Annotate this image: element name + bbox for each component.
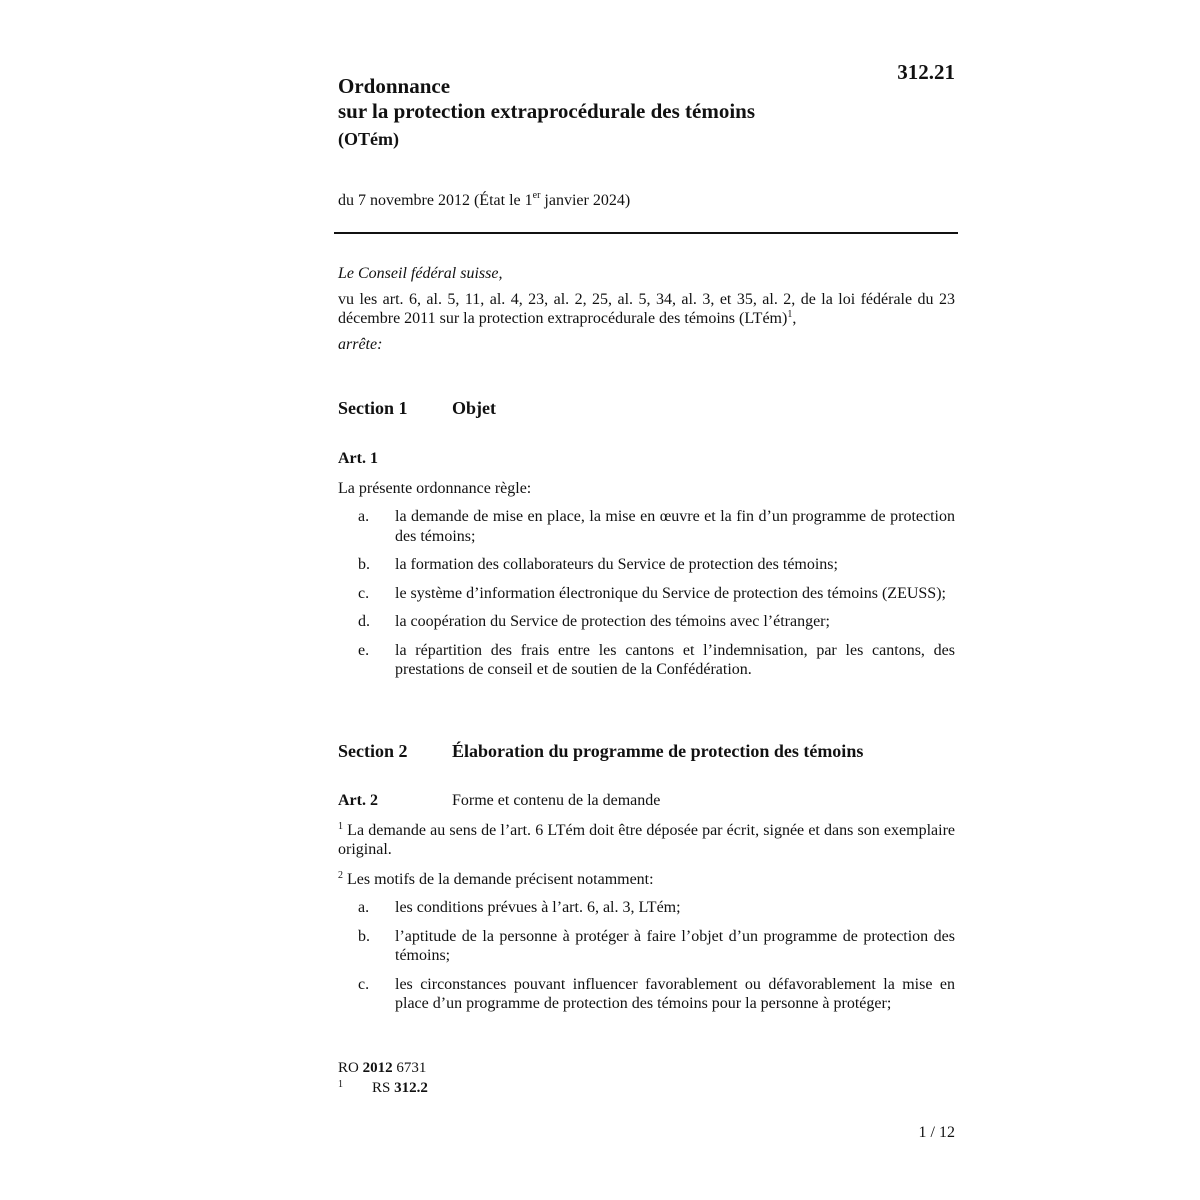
art-2-paragraph-1-text: La demande au sens de l’art. 6 LTém doit être déposée par écrit, signée et dans son exemplaire original. — [338, 822, 955, 858]
footnote-1-number: 1 — [338, 1079, 343, 1090]
section-2-title: Élaboration du programme de protection des témoins — [452, 741, 864, 761]
section-2-number: Section 2 — [338, 741, 408, 761]
ro-page: 6731 — [392, 1060, 427, 1076]
art-1-list-item-letter: b. — [358, 556, 370, 573]
ro-year: 2012 — [362, 1060, 393, 1076]
preamble-basis-end: , — [792, 310, 797, 327]
art-1-list-item — [338, 555, 955, 575]
art-2-number: Art. 2 — [338, 792, 378, 809]
date-superscript: er — [532, 190, 541, 201]
section-1-title: Objet — [452, 398, 496, 418]
art-1-list-item-text: la demande de mise en place, la mise en œuvre et la fin d’un programme de protection des témoins; — [395, 508, 955, 545]
art-2-title: Forme et contenu de la demande — [452, 792, 661, 809]
preamble-basis-text: vu les art. 6, al. 5, 11, al. 4, 23, al. 2, 25, al. 5, 34, al. 3, et 35, al. 2, de la loi fédérale du 23 décembre 2011 sur la protection extraprocédurale des témoins (LTém) — [338, 291, 955, 327]
art-2-list-item-text: les circonstances pouvant influencer favorablement ou défavorablement la mise en place d’un programme de protection des témoins pour la personne à protéger; — [395, 975, 955, 1012]
preamble-decree: arrête: — [338, 336, 383, 353]
art-1-list-item — [338, 612, 955, 632]
section-2-heading — [338, 741, 863, 762]
footnote-ref-1[interactable]: 1 — [787, 309, 793, 320]
document-page — [338, 0, 955, 1200]
art-1-list-item-letter: e. — [358, 641, 370, 659]
art-1-list-item — [338, 584, 955, 604]
art-2-list-item-letter: b. — [358, 927, 370, 945]
art-1-list-item-text: la coopération du Service de protection des témoins avec l’étranger; — [395, 613, 830, 630]
art-2-heading — [338, 792, 660, 810]
art-1-number: Art. 1 — [338, 450, 378, 467]
art-1-list-item-text: la répartition des frais entre les cantons et l’indemnisation, par les cantons, des prestations de conseil et de soutien de la Confédération. — [395, 641, 955, 678]
art-1-list-item — [338, 641, 955, 680]
title-line-2: sur la protection extraprocédurale des témoins — [338, 99, 756, 123]
footnotes — [338, 1058, 428, 1098]
art-2-list-item — [338, 975, 955, 1014]
title-abbreviation: (OTém) — [338, 129, 399, 149]
art-1-list-item-letter: c. — [358, 584, 370, 602]
art-1-list-item-letter: a. — [358, 508, 370, 525]
art-1-list-item — [338, 507, 955, 546]
art-1-list — [338, 507, 955, 689]
date-end: janvier 2024) — [540, 192, 631, 209]
art-2-paragraph-2-text: Les motifs de la demande précisent notamment: — [343, 871, 654, 888]
art-2-list-item — [338, 927, 955, 966]
footnote-1-prefix: RS — [372, 1080, 395, 1096]
date-main: du 7 novembre 2012 (État le 1 — [338, 192, 533, 209]
sr-number: 312.21 — [897, 60, 955, 84]
paragraph-number-1: 1 — [338, 821, 343, 832]
art-2-list — [338, 898, 955, 1023]
art-2-list-item-letter: c. — [358, 975, 370, 993]
art-1-intro: La présente ordonnance règle: — [338, 480, 532, 497]
art-1-heading — [338, 450, 452, 468]
footnote-1 — [338, 1078, 428, 1098]
preamble — [338, 264, 955, 354]
ro-prefix: RO — [338, 1060, 363, 1076]
footnote-1-text — [372, 1078, 428, 1098]
section-1-number: Section 1 — [338, 398, 408, 418]
art-2-list-item-text: l’aptitude de la personne à protéger à faire l’objet d’un programme de protection des témoins; — [395, 927, 955, 964]
document-title — [338, 74, 755, 152]
preamble-basis — [338, 290, 955, 328]
art-1-list-item-text: le système d’information électronique du Service de protection des témoins (ZEUSS); — [395, 584, 946, 602]
art-1-list-item-text: la formation des collaborateurs du Service de protection des témoins; — [395, 556, 838, 573]
page-number: 1 / 12 — [918, 1124, 955, 1141]
header-divider — [334, 232, 958, 234]
preamble-authority: Le Conseil fédéral suisse, — [338, 265, 503, 282]
section-1-heading — [338, 398, 496, 419]
ro-reference — [338, 1058, 428, 1078]
art-2-list-item-letter: a. — [358, 899, 370, 916]
art-1-list-item-letter: d. — [358, 613, 370, 630]
art-2-list-item — [338, 898, 955, 918]
art-2-paragraph-2 — [338, 870, 955, 889]
date-status-line — [338, 192, 630, 210]
footnote-1-ref[interactable]: 312.2 — [394, 1080, 428, 1096]
paragraph-number-2: 2 — [338, 870, 343, 881]
art-2-list-item-text: les conditions prévues à l’art. 6, al. 3, LTém; — [395, 899, 681, 916]
art-2-paragraph-1 — [338, 821, 955, 859]
title-line-1: Ordonnance — [338, 74, 451, 98]
